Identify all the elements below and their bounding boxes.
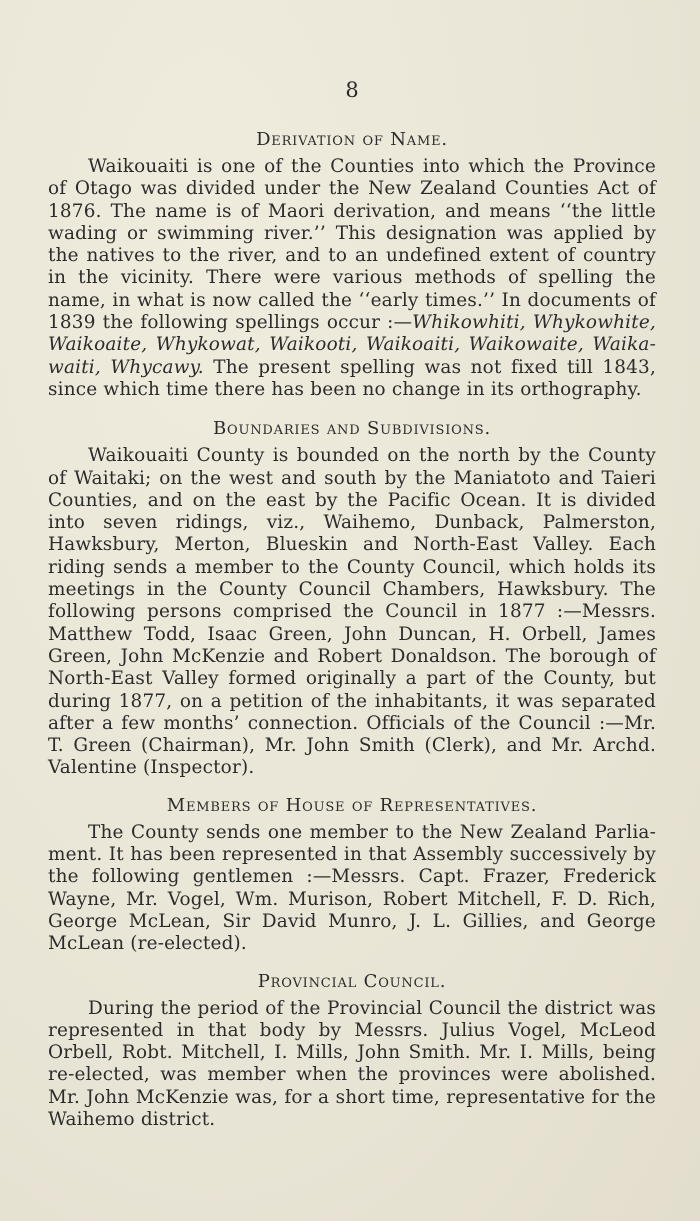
section-boundaries: [48, 417, 656, 779]
spelling-variants: Whikowhiti, Whykowhite, Waikoaite, Whykowat, Waikooti, Waikoaiti, Waikowaite, Waika-waiti, Whycawy.: [48, 312, 656, 378]
section-heading: Provincial Council.: [257, 970, 447, 992]
paragraph-text: The present spelling was not fixed till 1843, since which time there has been no change in its orthography.: [48, 356, 656, 400]
page-number: 8: [345, 78, 359, 102]
section-heading: Boundaries and Subdivisions.: [213, 418, 491, 440]
section-paragraph: Waikouaiti County is bounded on the north by the County of Waitaki; on the west and south by the Maniatoto and Taieri Counties, and on the east by the Pacific Ocean. It is divided into seven ridings, viz., Waihemo, Dunback, Palmerston, Hawksbury, Merton, Blueskin and North-East Valley. Each riding sends a member to the County Council, which holds its meetings in the County Council Chambers, Hawksbury. The following persons comprised the Council in 1877 :—Messrs. Matthew Todd, Isaac Green, John Duncan, H. Orbell, James Green, John McKenzie and Robert Donaldson. The borough of North-East Valley formed originally a part of the County, but during 1877, on a petition of the inhabitants, it was separated after a few months’ connection. Officials of the Council :—Mr. T. Green (Chairman), Mr. John Smith (Clerk), and Mr. Archd. Valentine (Inspector).: [48, 445, 656, 779]
section-derivation-of-name: [48, 128, 656, 401]
page-content: [48, 78, 656, 1145]
section-heading: Members of House of Representatives.: [166, 794, 538, 816]
section-paragraph: [48, 156, 656, 401]
section-paragraph: The County sends one member to the New Zealand Parlia-ment. It has been represented in that Assembly successively by the following gentlemen :—Messrs. Capt. Frazer, Frederick Wayne, Mr. Vogel, Wm. Murison, Robert Mitchell, F. D. Rich, George McLean, Sir David Munro, J. L. Gillies, and George McLean (re-elected).: [48, 821, 656, 955]
section-paragraph: During the period of the Provincial Council the district was represented in that body by Messrs. Julius Vogel, McLeod Orbell, Robt. Mitchell, I. Mills, John Smith. Mr. I. Mills, being re-elected, was member when the provinces were abolished. Mr. John McKenzie was, for a short time, representative for the Waihemo district.: [48, 997, 656, 1130]
paragraph-text: Waikouaiti is one of the Counties into which the Province of Otago was divided under the New Zealand Counties Act of 1876. The name is of Maori derivation, and means ‘‘the little wading or swimming river.’’ This designation was applied by the natives to the river, and to an undefined extent of country in the vicinity. There were various methods of spelling the name, in what is now called the ‘‘early times.’’ In documents of 1839 the following spellings occur :—: [48, 156, 656, 334]
section-provincial-council: [48, 970, 656, 1132]
section-representatives: [48, 794, 656, 956]
section-heading: Derivation of Name.: [256, 129, 448, 150]
